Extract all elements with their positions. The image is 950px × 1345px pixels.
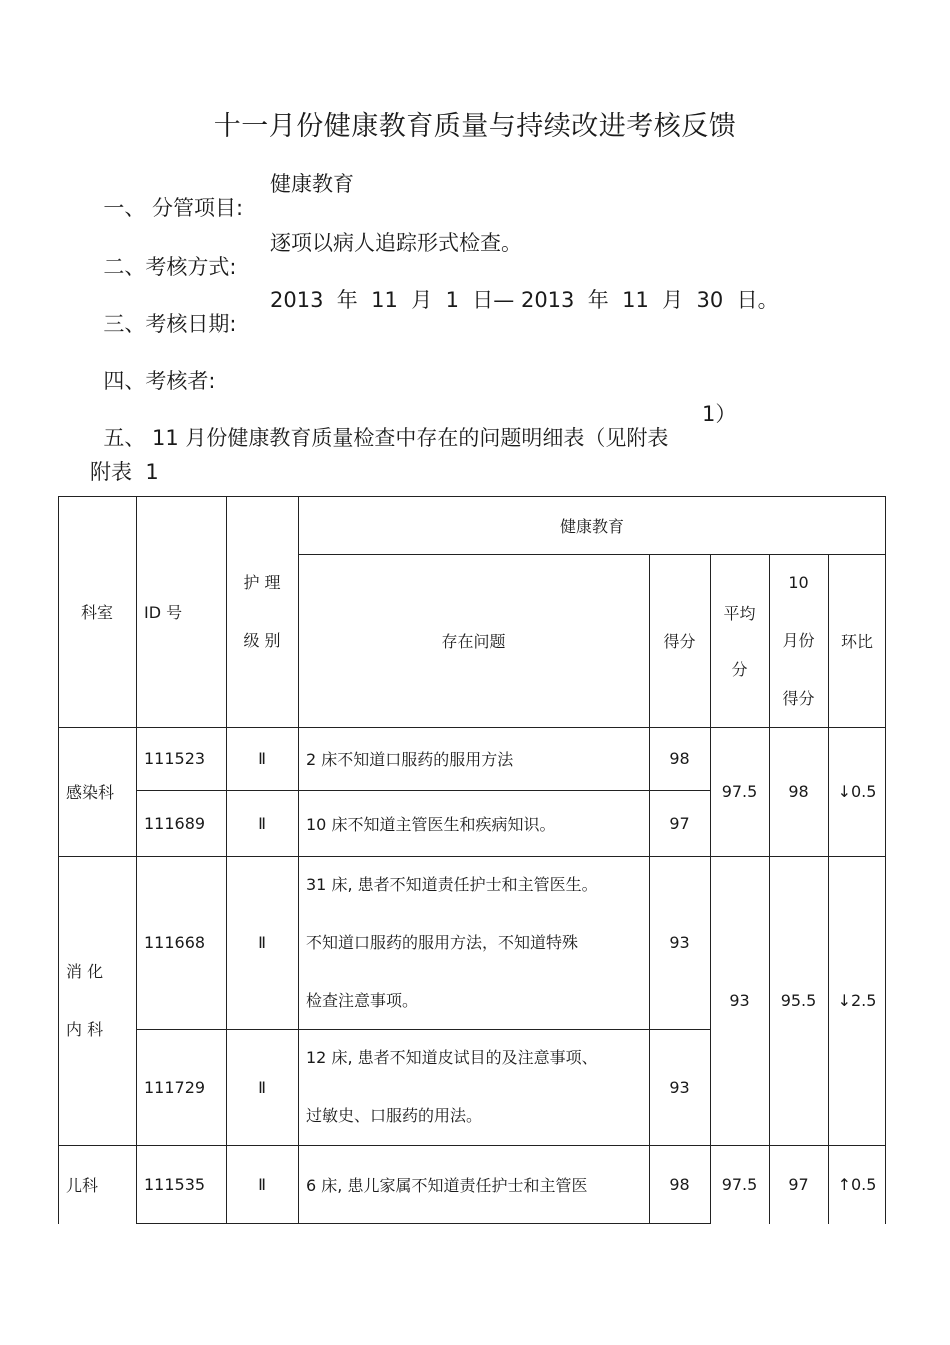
row-id: 111535 <box>144 1174 206 1194</box>
section-1-value: 健康教育 <box>270 172 354 196</box>
problem-table <box>58 496 886 1224</box>
group-month-on-month: ↑0.5 <box>837 1174 877 1194</box>
row-id: 111523 <box>144 749 206 768</box>
section-3-label: 三、考核日期: <box>103 312 237 336</box>
row-problem-line: 31 床, 患者不知道责任护士和主管医生。 <box>306 874 598 894</box>
row-score: 93 <box>669 1077 690 1097</box>
section-1-label: 一、 分管项目: <box>103 196 244 220</box>
group-average: 97.5 <box>721 1174 758 1194</box>
section-2-label: 二、考核方式: <box>103 255 237 279</box>
row-level: Ⅱ <box>258 813 266 833</box>
group-october-score: 95.5 <box>780 991 817 1010</box>
row-problem-line: 检查注意事项。 <box>306 990 419 1010</box>
row-level: Ⅱ <box>258 1077 266 1097</box>
header-month-on-month: 环比 <box>840 632 873 651</box>
section-2-value: 逐项以病人追踪形式检查。 <box>270 231 522 255</box>
dept-digestive-line-1: 消 化 <box>66 961 104 981</box>
row-level: Ⅱ <box>258 749 266 768</box>
row-problem: 10 床不知道主管医生和疾病知识。 <box>306 814 556 834</box>
row-problem-line: 12 床, 患者不知道皮试目的及注意事项、 <box>306 1048 598 1067</box>
row-id: 111668 <box>144 933 206 952</box>
header-average-line-1: 平均 <box>723 603 756 623</box>
dept-digestive <box>58 856 136 1145</box>
header-id: ID 号 <box>144 603 183 622</box>
section-5-label: 五、 11 月份健康教育质量检查中存在的问题明细表（见附表 <box>103 426 669 450</box>
dept-digestive-line-2: 内 科 <box>66 1019 104 1039</box>
row-problem <box>298 1029 649 1145</box>
dept-infection: 感染科 <box>66 783 115 802</box>
group-october-score: 97 <box>788 1174 809 1194</box>
header-october-line-3: 得分 <box>782 688 815 708</box>
row-score: 97 <box>669 813 690 833</box>
section-5-value: 1） <box>702 402 737 426</box>
row-score: 98 <box>669 1174 690 1194</box>
group-average: 93 <box>729 991 750 1010</box>
row-problem: 6 床, 患儿家属不知道责任护士和主管医 <box>306 1175 588 1195</box>
group-month-on-month: ↓0.5 <box>837 782 877 801</box>
row-level: Ⅱ <box>258 933 266 952</box>
row-problem: 2 床不知道口服药的服用方法 <box>306 750 514 769</box>
row-problem-line: 过敏史、口服药的用法。 <box>306 1106 483 1125</box>
row-problem-line: 不知道口服药的服用方法，不知道特殊 <box>306 932 579 952</box>
row-id: 111729 <box>144 1077 206 1097</box>
header-score: 得分 <box>663 632 696 651</box>
header-problem: 存在问题 <box>441 632 506 651</box>
group-october-score: 98 <box>788 782 809 801</box>
dept-pediatrics: 儿科 <box>66 1175 99 1195</box>
section-5 <box>90 398 737 476</box>
section-3-value: 2013 年 11 月 1 日— 2013 年 11 月 30 日。 <box>270 288 779 312</box>
header-october-score <box>769 554 828 727</box>
row-score: 98 <box>669 749 690 768</box>
header-care-level <box>226 496 298 727</box>
row-id: 111689 <box>144 813 206 833</box>
row-problem <box>298 856 649 1029</box>
section-4-label: 四、考核者: <box>103 369 216 393</box>
row-level: Ⅱ <box>258 1174 266 1194</box>
header-average <box>710 554 769 727</box>
attachment-label: 附表 1 <box>90 460 159 484</box>
header-dept: 科室 <box>80 603 113 622</box>
group-average: 97.5 <box>721 782 758 801</box>
header-october-line-2: 月份 <box>782 630 815 650</box>
header-care-level-line-2: 级 别 <box>243 630 281 650</box>
document-title: 十一月份健康教育质量与持续改进考核反馈 <box>213 111 737 142</box>
header-health-education: 健康教育 <box>559 516 624 536</box>
header-average-line-2: 分 <box>731 659 748 679</box>
header-october-line-1: 10 <box>788 572 809 592</box>
header-care-level-line-1: 护 理 <box>243 572 281 592</box>
group-month-on-month: ↓2.5 <box>837 991 877 1010</box>
row-score: 93 <box>669 933 690 952</box>
